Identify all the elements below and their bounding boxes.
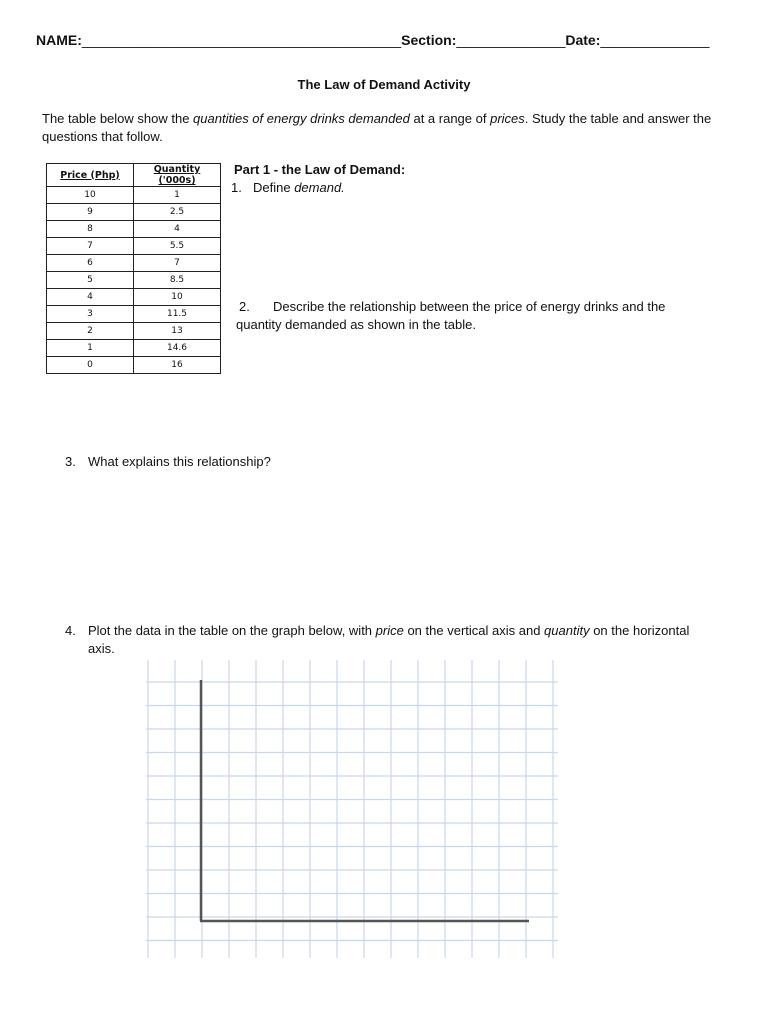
intro-paragraph (42, 110, 732, 145)
intro-em-prices: prices (490, 111, 525, 126)
grid-lines (146, 660, 558, 958)
demand-table (46, 163, 221, 374)
question-2-number: 2. (239, 299, 250, 314)
quantity-cell: 11.5 (134, 306, 221, 323)
table-header-row (47, 164, 221, 187)
price-cell: 3 (47, 306, 134, 323)
price-cell: 2 (47, 323, 134, 340)
question-3 (65, 454, 271, 469)
question-4 (65, 622, 725, 658)
price-cell: 5 (47, 272, 134, 289)
quantity-cell: 7 (134, 255, 221, 272)
quantity-cell: 8.5 (134, 272, 221, 289)
question-2 (236, 298, 706, 334)
table-row (47, 289, 221, 306)
table-header-price: Price (Php) (47, 164, 134, 187)
quantity-cell: 16 (134, 357, 221, 374)
price-cell: 0 (47, 357, 134, 374)
name-field[interactable]: _________________________________________ (81, 32, 402, 48)
table-row (47, 272, 221, 289)
question-4-text-1: Plot the data in the table on the graph below, with (88, 623, 376, 638)
quantity-cell: 10 (134, 289, 221, 306)
question-4-em-quantity: quantity (544, 623, 590, 638)
table-row (47, 340, 221, 357)
date-label: Date: (565, 32, 601, 48)
question-4-text-2: on the vertical axis and (403, 623, 545, 638)
section-field[interactable]: ______________ (456, 32, 566, 48)
table-row (47, 357, 221, 374)
quantity-cell: 14.6 (134, 340, 221, 357)
question-4-em-price: price (375, 623, 404, 638)
question-4-text (88, 622, 713, 658)
question-1-number: 1. (231, 180, 242, 195)
quantity-cell: 2.5 (134, 204, 221, 221)
table-row (47, 306, 221, 323)
table-body (47, 187, 221, 374)
graph-paper[interactable] (146, 660, 560, 960)
part1-title: Part 1 - the Law of Demand: (234, 162, 406, 177)
date-field[interactable]: ______________ (600, 32, 710, 48)
section-label: Section: (401, 32, 457, 48)
price-cell: 9 (47, 204, 134, 221)
price-cell: 6 (47, 255, 134, 272)
question-3-text: What explains this relationship? (88, 454, 271, 469)
question-4-number: 4. (65, 623, 76, 638)
intro-text-3: . Study the table and answer the questions that follow. (42, 111, 712, 144)
quantity-cell: 4 (134, 221, 221, 238)
intro-text-1: The table below show the (42, 111, 194, 126)
page-title: The Law of Demand Activity (297, 77, 471, 92)
price-cell: 4 (47, 289, 134, 306)
quantity-cell: 1 (134, 187, 221, 204)
quantity-cell: 13 (134, 323, 221, 340)
price-cell: 8 (47, 221, 134, 238)
question-1 (231, 180, 345, 195)
header-line (36, 32, 709, 48)
question-3-number: 3. (65, 454, 76, 469)
table-header-quantity: Quantity ('000s) (134, 164, 221, 187)
table-row (47, 255, 221, 272)
price-cell: 7 (47, 238, 134, 255)
table-row (47, 323, 221, 340)
name-label: NAME: (36, 32, 82, 48)
question-1-text: Define (253, 180, 295, 195)
price-cell: 1 (47, 340, 134, 357)
question-1-em: demand. (294, 180, 345, 195)
table-row (47, 221, 221, 238)
quantity-cell: 5.5 (134, 238, 221, 255)
table-row (47, 187, 221, 204)
question-2-text: Describe the relationship between the price of energy drinks and the quantity demanded as shown in the table. (236, 299, 666, 332)
question-4-text-3: on the horizontal axis. (88, 623, 690, 656)
price-cell: 10 (47, 187, 134, 204)
intro-text-2: at a range of (409, 111, 491, 126)
table-row (47, 204, 221, 221)
table-row (47, 238, 221, 255)
intro-em-quantities: quantities of energy drinks demanded (193, 111, 410, 126)
